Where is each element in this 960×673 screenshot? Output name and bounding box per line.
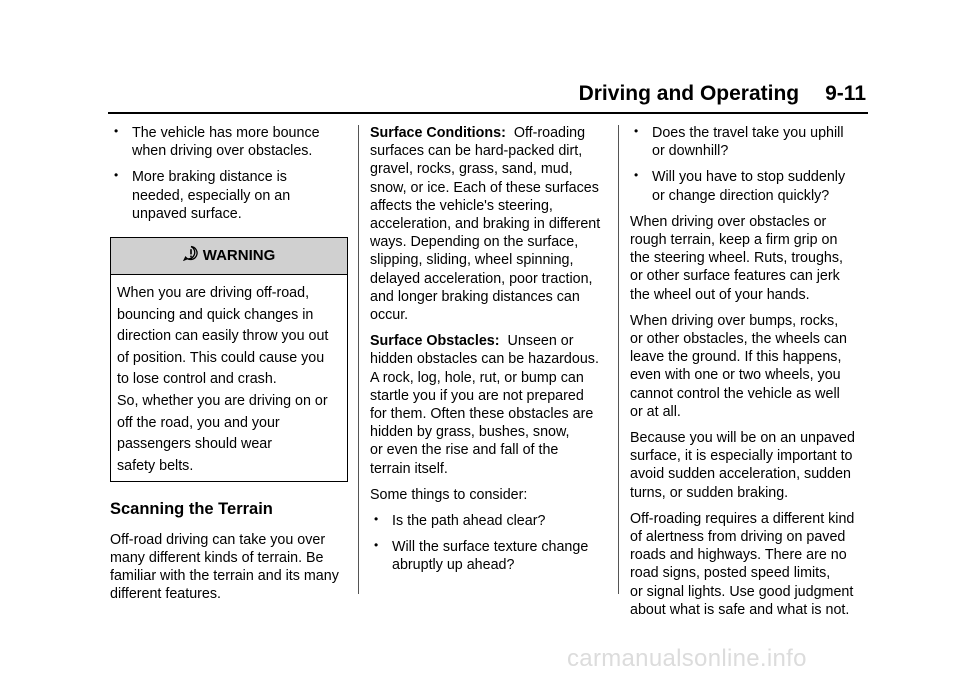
warning-body (111, 275, 347, 481)
bullet-item (370, 538, 608, 574)
warning-line: When you are driving off-road, (117, 285, 310, 302)
surface-conditions-paragraph (370, 124, 608, 324)
warning-box (110, 237, 348, 482)
para-line: hidden by grass, bushes, snow, (370, 424, 570, 441)
para-line: roads and highways. There are no (630, 547, 847, 564)
surface-obstacles-paragraph (370, 332, 608, 478)
warning-line: passengers should wear (117, 436, 272, 453)
header-rule (108, 112, 868, 114)
bullet-item (630, 168, 868, 204)
para-line: gravel, rocks, grass, sand, mud, (370, 161, 573, 178)
para-line: or at all. (630, 403, 681, 420)
para-line: When driving over obstacles or (630, 213, 827, 230)
bullet-line: Does the travel take you uphill (652, 125, 844, 141)
para-line: of alertness from driving on paved (630, 529, 846, 546)
para-line: occur. (370, 307, 409, 324)
para-line: turns, or sudden braking. (630, 484, 789, 501)
paragraph (630, 510, 868, 619)
bullet-item (110, 124, 348, 160)
para-line: Because you will be on an unpaved (630, 430, 855, 447)
surface-conditions-label: Surface Conditions: (370, 125, 506, 141)
para-line: acceleration, and braking in different (370, 216, 601, 233)
para-line: terrain itself. (370, 460, 448, 477)
bullet-line: unpaved surface. (132, 205, 242, 222)
bullet-icon: • (114, 168, 119, 183)
warning-line: to lose control and crash. (117, 371, 277, 388)
para-line: the wheel out of your hands. (630, 286, 810, 303)
column-2 (370, 124, 608, 583)
para-line: surface, it is especially important to (630, 448, 853, 465)
para-line: affects the vehicle's steering, (370, 197, 553, 214)
para-line: Unseen or (507, 333, 574, 350)
bullet-line: More braking distance is (132, 169, 287, 186)
para-line: or signal lights. Use good judgment (630, 583, 854, 600)
bullet-item (630, 124, 868, 160)
bullet-line: abruptly up ahead? (392, 557, 515, 574)
para-line: slipping, sliding, wheel spinning, (370, 252, 574, 269)
bullet-item (370, 512, 608, 530)
warning-header (111, 238, 347, 275)
para-line: cannot control the vehicle as well (630, 385, 840, 402)
para-line: many different kinds of terrain. Be (110, 549, 324, 566)
bullet-line: Will you have to stop suddenly (652, 169, 846, 186)
para-line: ways. Depending on the surface, (370, 234, 579, 251)
warning-line: of position. This could cause you (117, 349, 325, 366)
section-heading: Scanning the Terrain (110, 500, 273, 519)
page-header (579, 82, 866, 106)
bullet-line: or change direction quickly? (652, 187, 830, 204)
warning-icon (183, 239, 199, 275)
bullet-line: needed, especially on an (132, 187, 291, 204)
para-line: the steering wheel. Ruts, troughs, (630, 250, 843, 267)
para-line: and longer braking distances can (370, 288, 580, 305)
para-line: A rock, log, hole, rut, or bump can (370, 369, 584, 386)
bullet-line: The vehicle has more bounce (132, 125, 320, 141)
warning-line: So, whether you are driving on or (117, 392, 328, 409)
para-line: even with one or two wheels, you (630, 367, 841, 384)
para-line: road signs, posted speed limits, (630, 565, 831, 582)
para-line: leave the ground. If this happens, (630, 349, 842, 366)
warning-line: direction can easily throw you out (117, 328, 329, 345)
warning-line: off the road, you and your (117, 414, 280, 431)
para-line: avoid sudden acceleration, sudden (630, 466, 851, 483)
bullet-icon: • (114, 124, 119, 138)
para-line: Off-road driving can take you over (110, 531, 326, 548)
column-3 (630, 124, 868, 627)
bullet-line: or downhill? (652, 143, 729, 160)
section-title: Driving and Operating (578, 82, 800, 105)
para-line: hidden obstacles can be hazardous. (370, 351, 599, 368)
paragraph (630, 429, 868, 502)
para-line: or other surface features can jerk (630, 268, 840, 285)
bullet-item (110, 168, 348, 223)
bullet-line: Is the path ahead clear? (392, 513, 546, 530)
para-line: or other obstacles, the wheels can (630, 331, 847, 348)
paragraph (630, 213, 868, 304)
bullet-icon: • (374, 538, 379, 553)
para-line: about what is safe and what is not. (630, 601, 850, 618)
bullet-icon: • (634, 168, 639, 183)
para-line: rough terrain, keep a firm grip on (630, 232, 838, 249)
warning-line: safety belts. (117, 457, 194, 474)
para-line: different features. (110, 586, 222, 603)
paragraph (630, 312, 868, 421)
column-divider (358, 125, 359, 594)
bullet-icon: • (634, 124, 639, 138)
para-line: or even the rise and fall of the (370, 442, 559, 459)
page-number: 9-11 (825, 82, 866, 105)
para-line: Off-roading requires a different kind (630, 510, 855, 527)
watermark: carmanualsonline.info (567, 645, 807, 672)
bullet-line: Will the surface texture change (392, 539, 589, 556)
para-line: surfaces can be hard-packed dirt, (370, 143, 583, 160)
para-line: Off-roading (513, 125, 586, 141)
bullet-line: when driving over obstacles. (132, 143, 313, 160)
para-line: delayed acceleration, poor traction, (370, 270, 593, 287)
warning-title: WARNING (202, 247, 276, 265)
para-line: snow, or ice. Each of these surfaces (370, 179, 599, 196)
column-divider (618, 125, 619, 594)
bullet-icon: • (374, 512, 379, 527)
surface-obstacles-label: Surface Obstacles: (370, 333, 500, 350)
para-line: startle you if you are not prepared (370, 387, 584, 404)
para-line: for them. Often these obstacles are (370, 406, 594, 423)
para-line: familiar with the terrain and its many (110, 567, 339, 584)
para-line: When driving over bumps, rocks, (630, 312, 839, 329)
paragraph (110, 531, 348, 604)
col1-bullets (110, 124, 348, 223)
consider-text: Some things to consider: (370, 486, 528, 503)
column-1 (110, 124, 348, 611)
warning-line: bouncing and quick changes in (117, 306, 314, 323)
